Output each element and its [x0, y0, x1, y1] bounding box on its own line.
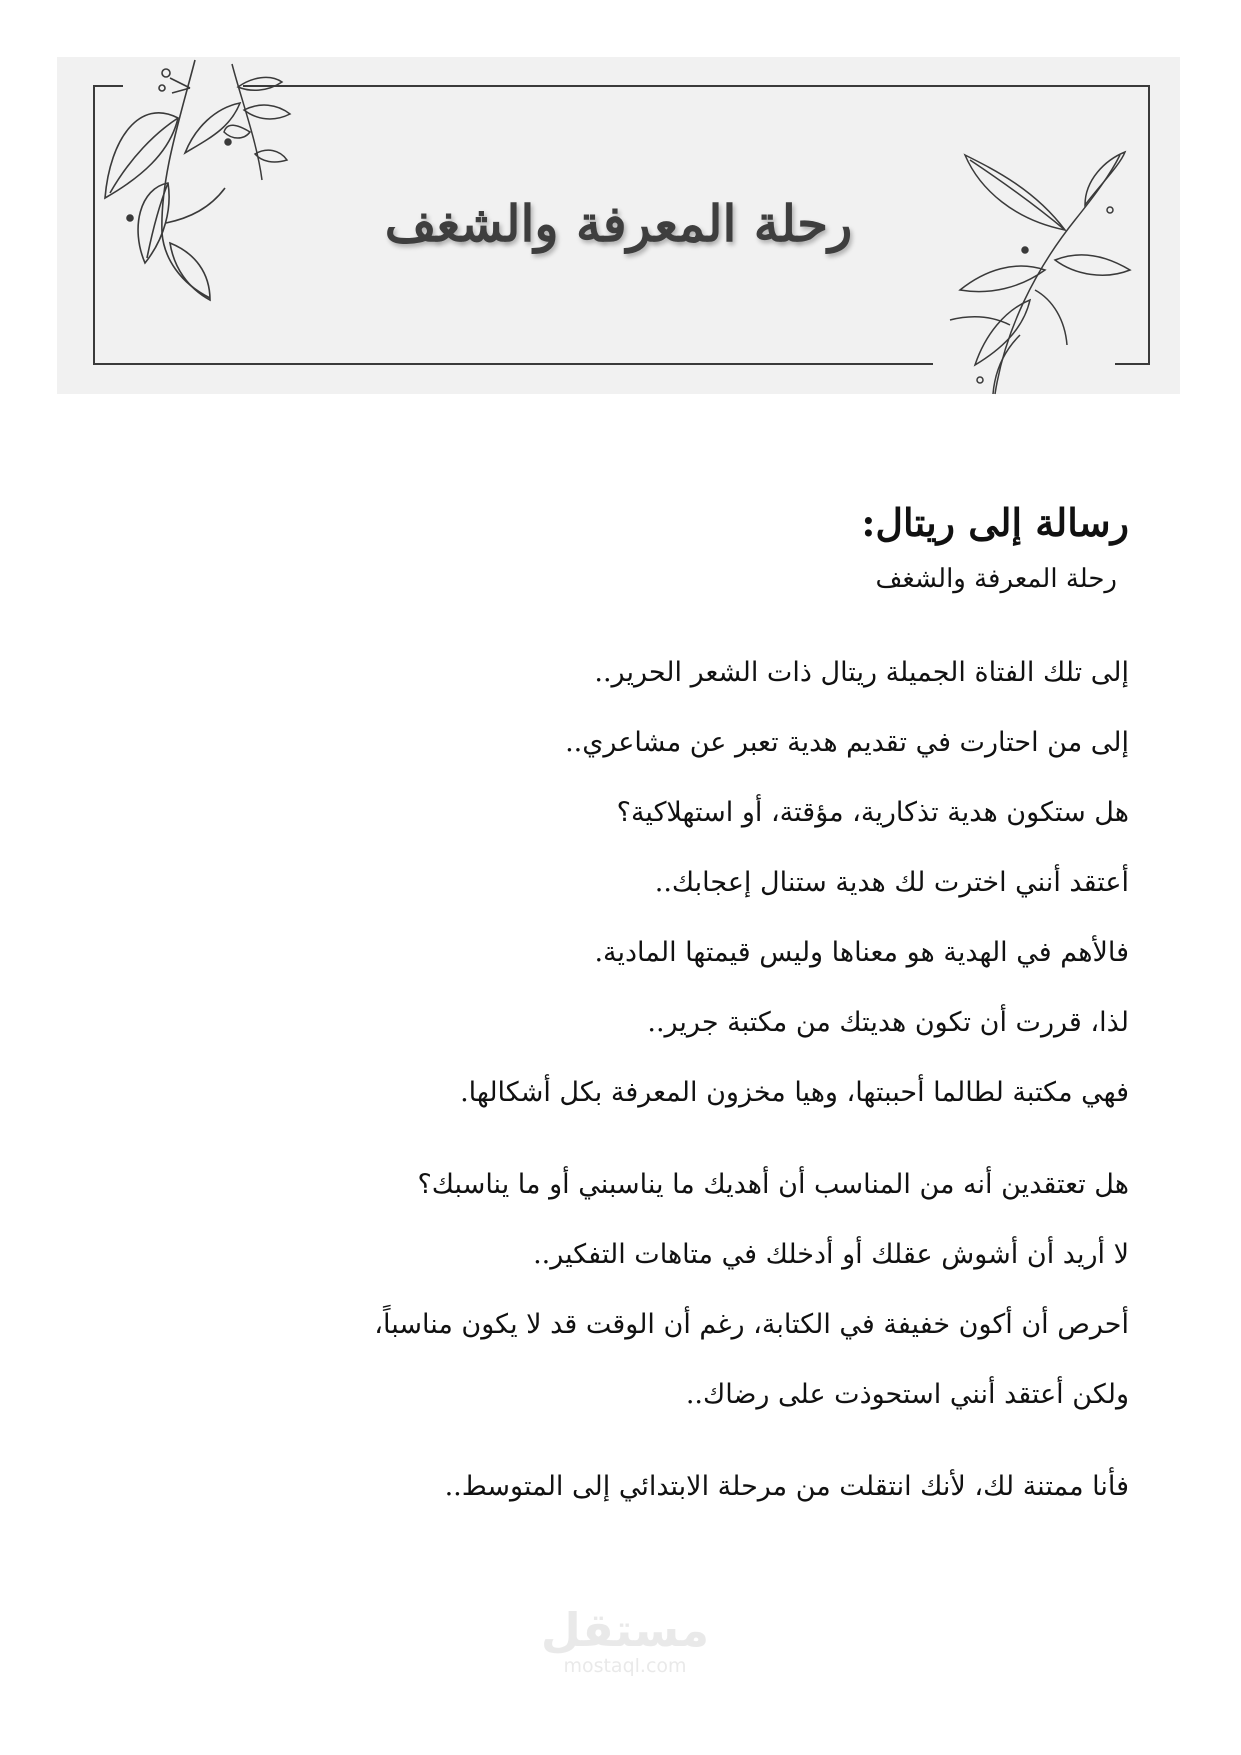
text-line: أعتقد أنني اخترت لك هدية ستنال إعجابك.. — [654, 867, 1129, 898]
watermark-url: mostaql.com — [563, 1655, 687, 1677]
text-line: إلى تلك الفتاة الجميلة ريتال ذات الشعر الحرير.. — [594, 657, 1129, 688]
text-line: لذا، قررت أن تكون هديتك من مكتبة جرير.. — [647, 1007, 1129, 1038]
text-line: فهي مكتبة لطالما أحببتها، وهيا مخزون المعرفة بكل أشكالها. — [460, 1077, 1129, 1108]
text-line: هل تعتقدين أنه من المناسب أن أهديك ما يناسبني أو ما يناسبك؟ — [417, 1169, 1129, 1200]
watermark — [535, 1605, 715, 1677]
text-line: إلى من احتارت في تقديم هدية تعبر عن مشاعري.. — [565, 727, 1129, 758]
text-line: فأنا ممتنة لك، لأنك انتقلت من مرحلة الابتدائي إلى المتوسط.. — [444, 1471, 1129, 1502]
letter-subtitle: رحلة المعرفة والشغف — [875, 564, 1117, 594]
text-line: لا أريد أن أشوش عقلك أو أدخلك في متاهات التفكير.. — [533, 1239, 1129, 1270]
letter-body — [109, 500, 1129, 1504]
text-line: أحرص أن أكون خفيفة في الكتابة، رغم أن الوقت قد لا يكون مناسباً، — [374, 1309, 1129, 1340]
text-line: فالأهم في الهدية هو معناها وليس قيمتها المادية. — [594, 937, 1129, 968]
paragraph-2 — [109, 1168, 1129, 1412]
text-line: هل ستكون هدية تذكارية، مؤقتة، أو استهلاكية؟ — [616, 797, 1129, 828]
text-line: ولكن أعتقد أنني استحوذت على رضاك.. — [685, 1379, 1129, 1410]
leaf-cluster-icon — [935, 150, 1135, 395]
page-title: رحلة المعرفة والشغف — [384, 194, 853, 253]
leaf-sprig-icon — [222, 62, 294, 182]
paragraph-1 — [109, 656, 1129, 1110]
paragraph-3 — [109, 1470, 1129, 1504]
letter-heading: رسالة إلى ريتال: — [861, 500, 1129, 545]
watermark-logo: مستقل — [540, 1603, 710, 1657]
